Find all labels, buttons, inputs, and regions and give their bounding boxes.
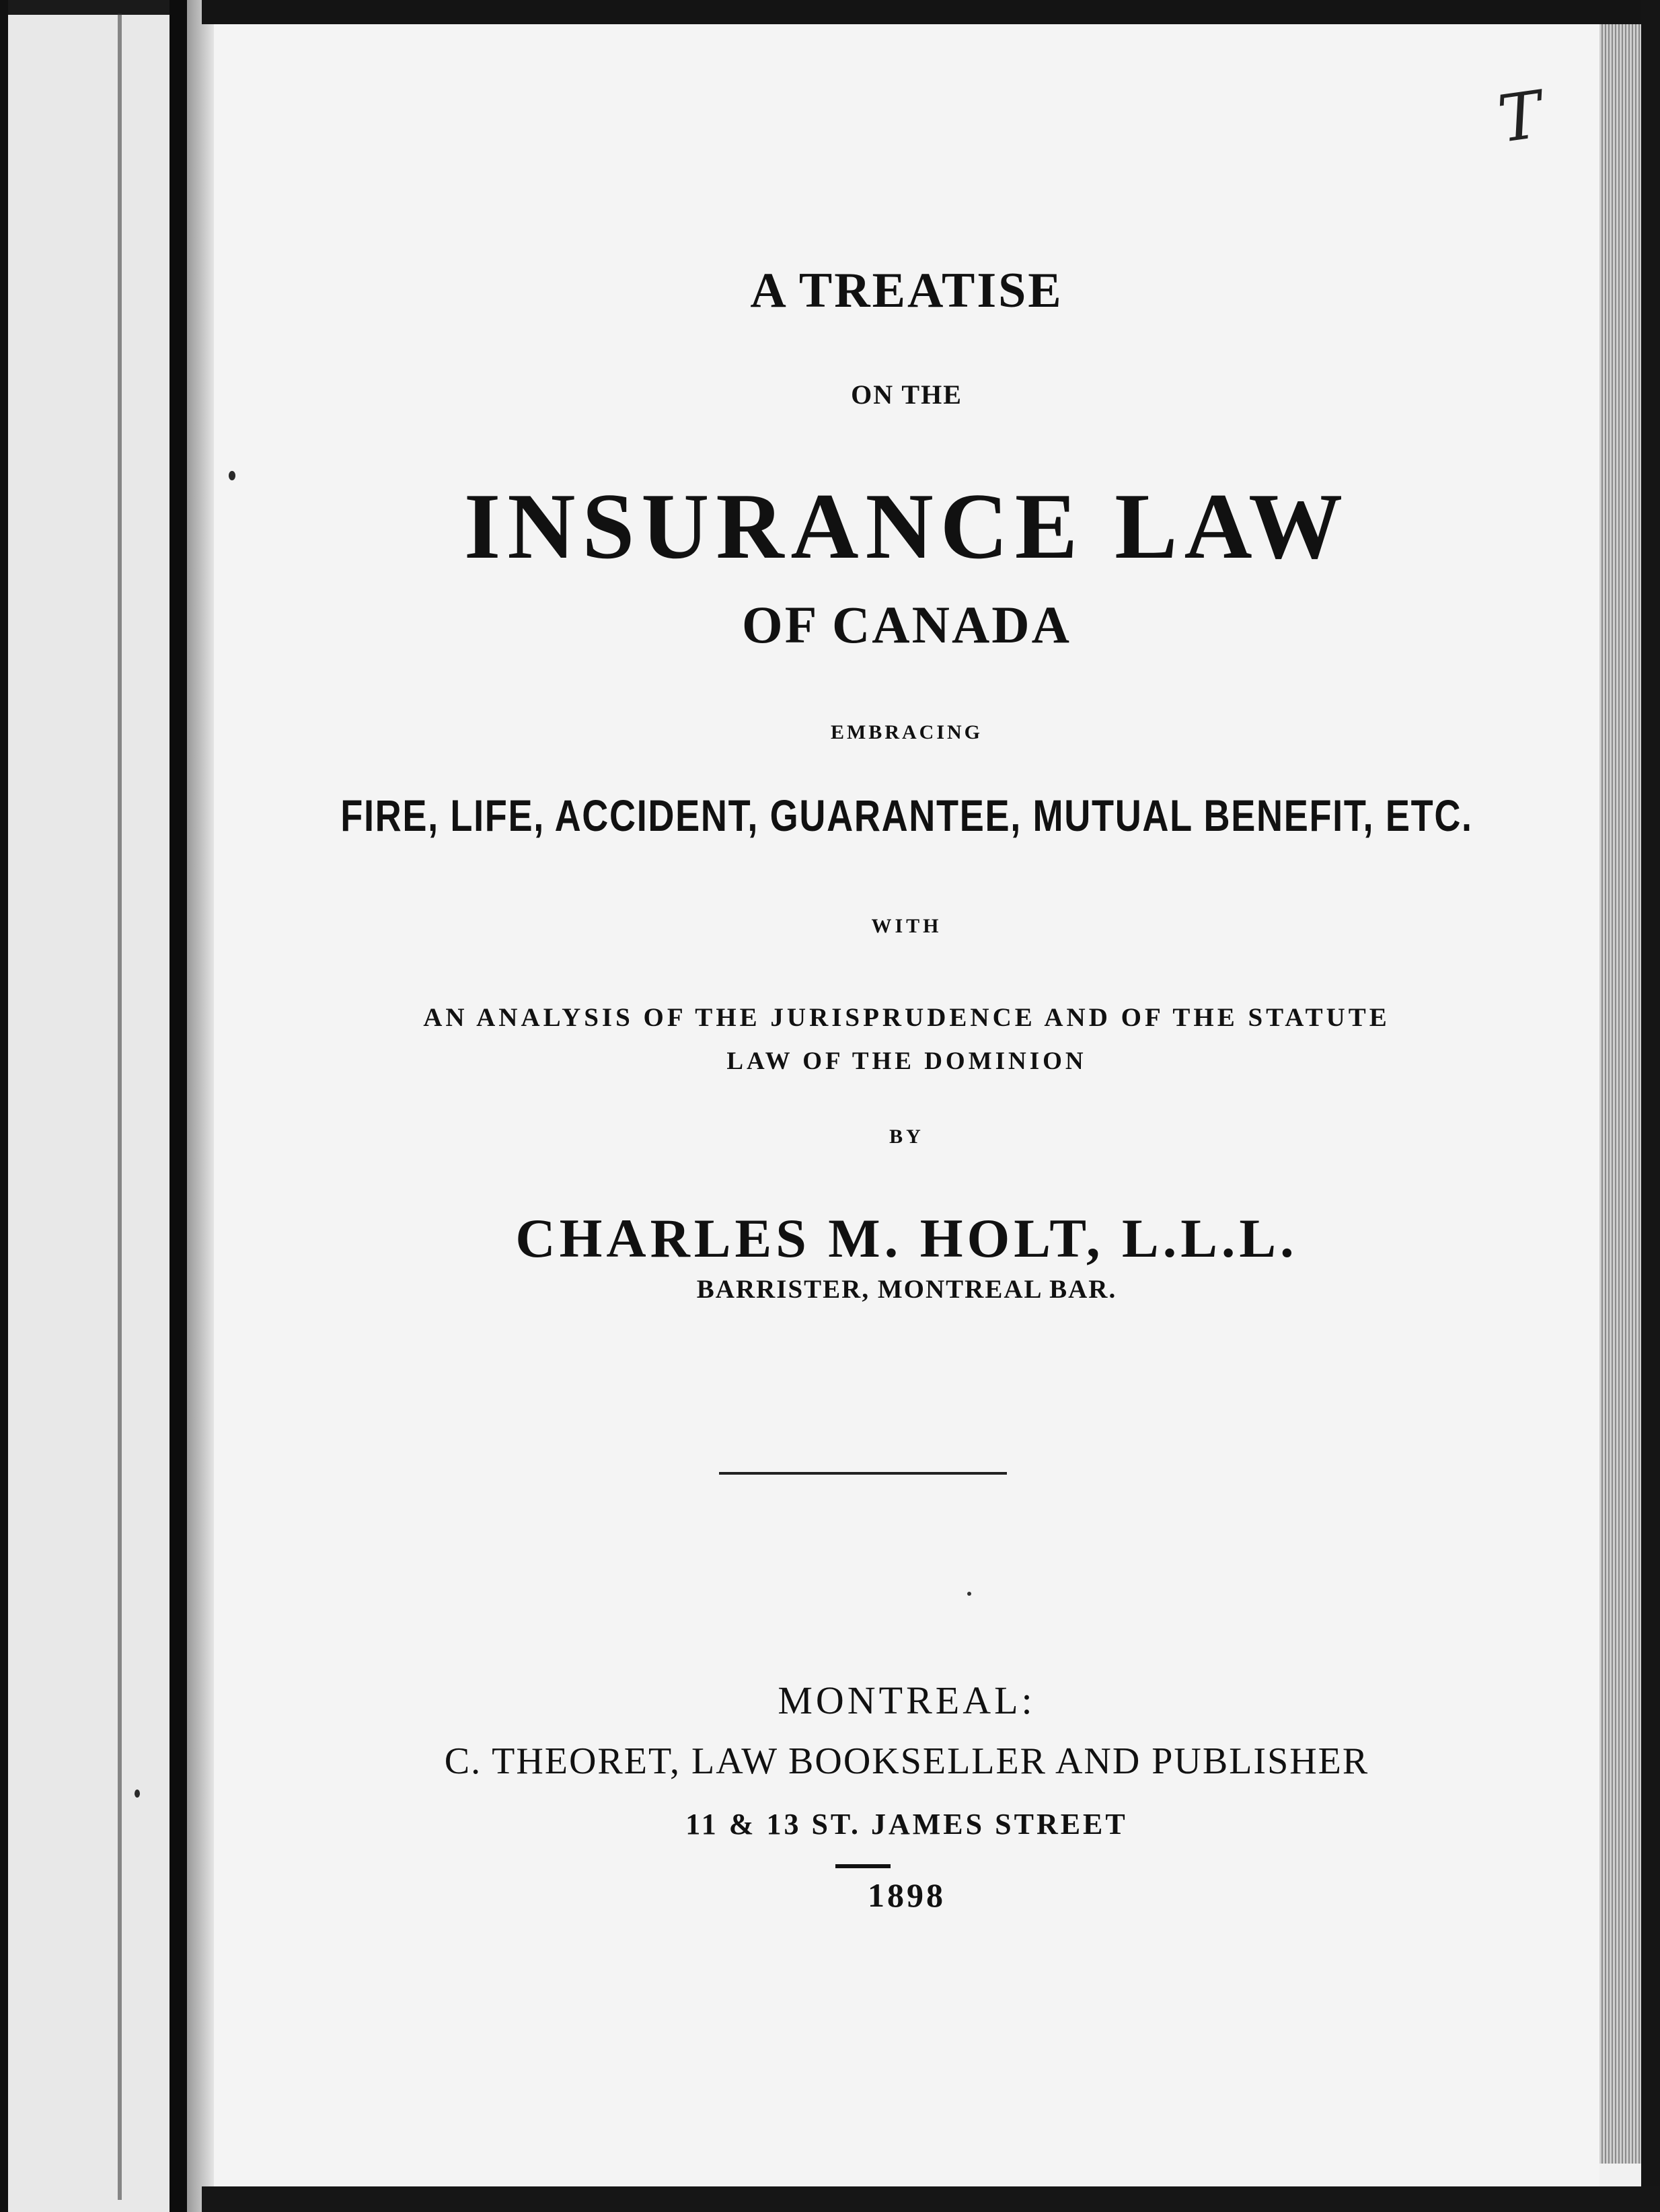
heading-treatise: A TREATISE: [750, 263, 1063, 318]
subjects-line: FIRE, LIFE, ACCIDENT, GUARANTEE, MUTUAL BENEFIT, ETC.: [340, 790, 1473, 840]
subtitle-of-canada: OF CANADA: [742, 595, 1071, 654]
imprint-publisher: C. THEORET, LAW BOOKSELLER AND PUBLISHER: [444, 1740, 1369, 1782]
author-title: BARRISTER, MONTREAL BAR.: [696, 1275, 1117, 1304]
analysis-line-2: LAW OF THE DOMINION: [726, 1047, 1087, 1075]
bottom-book-edge: [202, 2186, 1660, 2212]
ink-speck: [967, 1592, 971, 1596]
page-fore-edge: [1599, 24, 1641, 2164]
main-title: INSURANCE LAW: [463, 474, 1350, 579]
book-spine-gutter: [169, 0, 187, 2212]
left-book-edge: [0, 0, 8, 2212]
handwritten-shelf-mark: T: [1493, 77, 1547, 157]
left-page-fold-line: [118, 13, 122, 2200]
analysis-line-1: AN ANALYSIS OF THE JURISPRUDENCE AND OF THE STATUTE: [423, 1003, 1390, 1032]
title-page: [214, 24, 1599, 2186]
top-book-edge: [202, 0, 1660, 24]
imprint-address: 11 & 13 ST. JAMES STREET: [685, 1808, 1128, 1841]
divider-rule: [719, 1472, 1007, 1475]
label-with: WITH: [871, 915, 942, 937]
left-page-speck: [135, 1790, 140, 1798]
label-embracing: EMBRACING: [830, 721, 983, 743]
margin-speck: [229, 471, 235, 480]
imprint-city: MONTREAL:: [778, 1679, 1036, 1722]
label-by: BY: [889, 1126, 924, 1148]
left-top-edge: [8, 0, 169, 15]
gutter-shadow: [187, 0, 214, 2212]
heading-on-the: ON THE: [851, 379, 963, 410]
short-rule: [835, 1864, 891, 1868]
imprint-year: 1898: [868, 1876, 946, 1914]
right-book-edge: [1641, 0, 1660, 2212]
author-name: CHARLES M. HOLT, L.L.L.: [515, 1208, 1298, 1269]
